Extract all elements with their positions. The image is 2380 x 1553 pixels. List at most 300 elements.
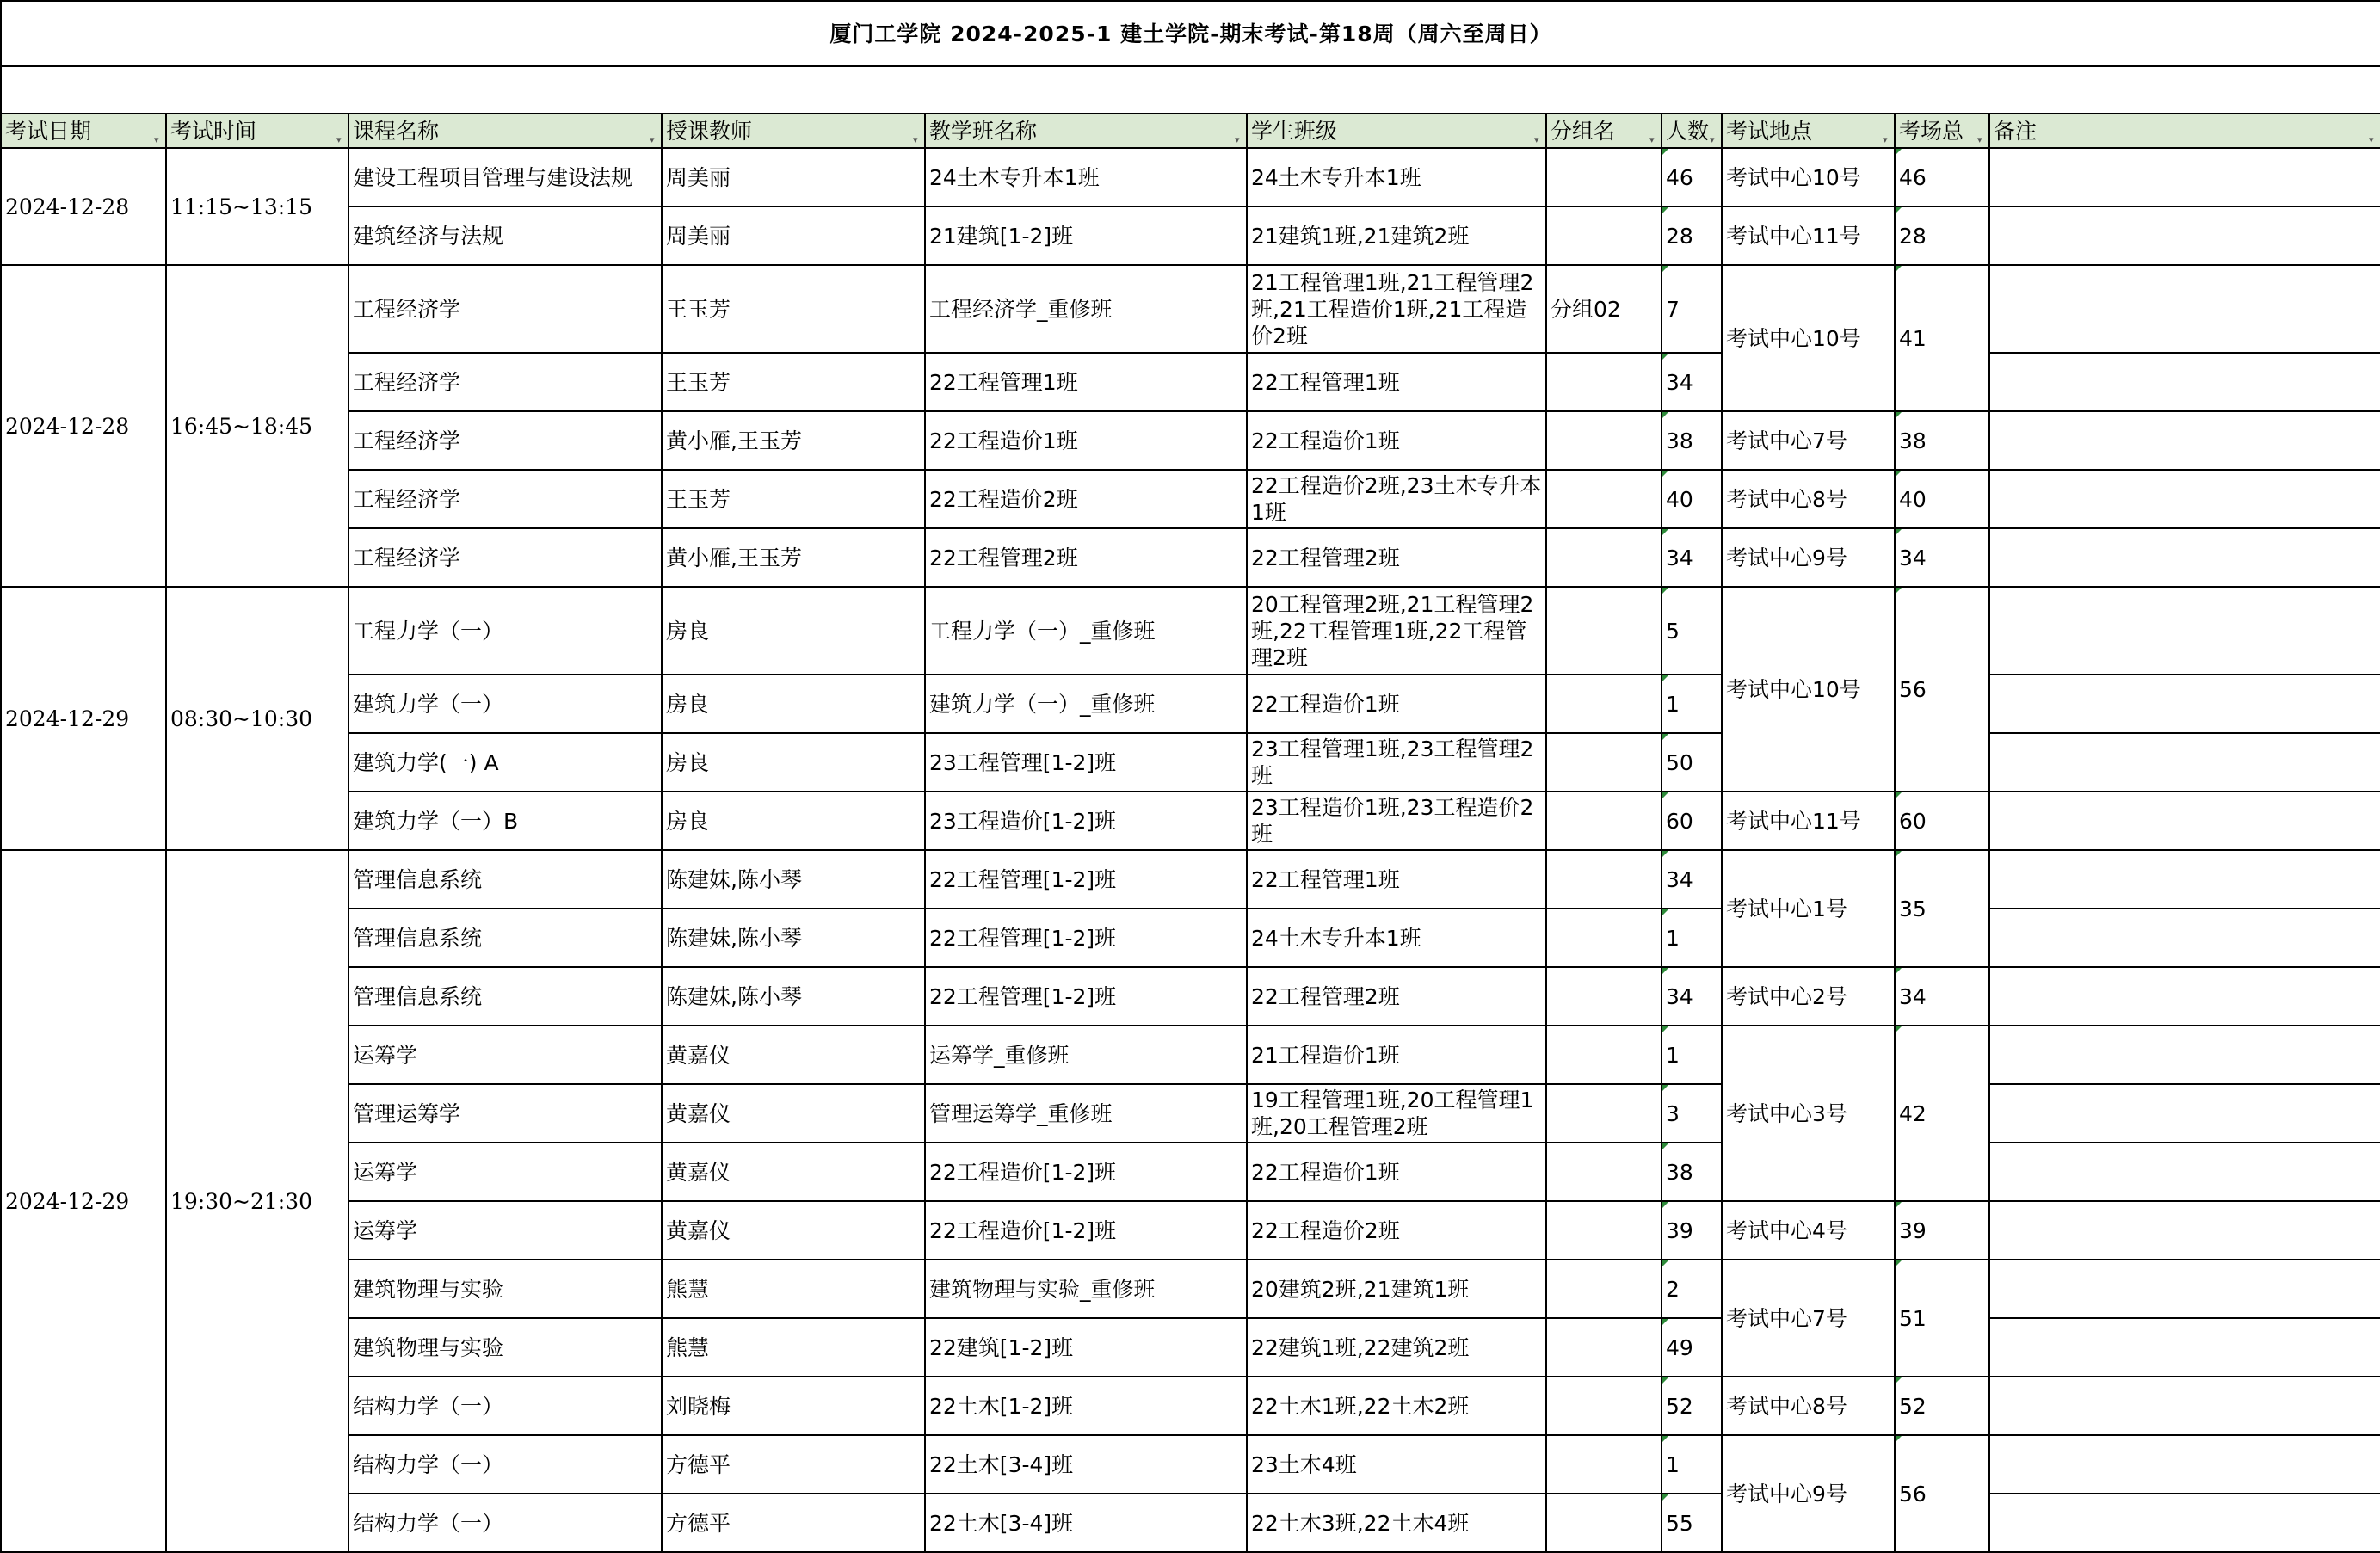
group-name-cell[interactable]	[1546, 1377, 1662, 1435]
number-as-text-indicator-icon	[1662, 1377, 1668, 1384]
course-name-cell[interactable]: 工程力学（一）	[348, 587, 662, 675]
table-row	[1, 528, 2380, 587]
room-total-value: 34	[1899, 983, 1927, 1009]
notes-cell[interactable]	[1989, 206, 2380, 265]
number-as-text-indicator-icon	[1662, 734, 1668, 740]
location-cell[interactable]: 考试中心7号	[1722, 411, 1895, 470]
location-cell[interactable]: 考试中心10号	[1722, 148, 1895, 206]
student-count-value: 34	[1666, 545, 1693, 570]
course-name-cell[interactable]: 管理信息系统	[348, 909, 662, 967]
number-as-text-indicator-icon	[1896, 1436, 1902, 1442]
student-count-value: 38	[1666, 1159, 1693, 1185]
number-as-text-indicator-icon	[1662, 207, 1668, 213]
course-name-cell[interactable]: 建筑力学(一) A	[348, 733, 662, 792]
teacher-cell[interactable]: 房良	[662, 733, 925, 792]
notes-cell[interactable]	[1989, 1143, 2380, 1201]
room-total-value: 51	[1899, 1305, 1927, 1331]
notes-cell[interactable]	[1989, 1201, 2380, 1260]
group-name-cell[interactable]	[1546, 206, 1662, 265]
dropdown-arrow-icon[interactable]: ▾	[1977, 134, 1982, 145]
teaching-class-cell[interactable]: 22土木[3-4]班	[925, 1435, 1247, 1494]
student-class-cell[interactable]: 24土木专升本1班	[1247, 909, 1546, 967]
teacher-cell[interactable]: 周美丽	[662, 206, 925, 265]
group-name-cell[interactable]	[1546, 1143, 1662, 1201]
teacher-cell[interactable]: 黄小雁,王玉芳	[662, 411, 925, 470]
location-cell[interactable]: 考试中心7号	[1722, 1260, 1895, 1377]
number-as-text-indicator-icon	[1662, 675, 1668, 681]
number-as-text-indicator-icon	[1662, 471, 1668, 477]
number-as-text-indicator-icon	[1662, 909, 1668, 915]
group-name-cell[interactable]	[1546, 1201, 1662, 1260]
group-name-cell[interactable]	[1546, 675, 1662, 733]
room-total-cell[interactable]	[1895, 587, 1989, 792]
exam-time-cell[interactable]: 19:30~21:30	[166, 850, 348, 1552]
teaching-class-cell[interactable]: 22工程造价1班	[925, 411, 1247, 470]
table-row	[1, 1494, 2380, 1552]
dropdown-arrow-icon[interactable]: ▾	[913, 134, 918, 145]
number-as-text-indicator-icon	[1662, 588, 1668, 594]
notes-cell[interactable]	[1989, 1435, 2380, 1494]
room-total-value: 42	[1899, 1100, 1927, 1126]
notes-cell[interactable]	[1989, 1260, 2380, 1318]
room-total-cell[interactable]	[1895, 470, 1989, 528]
number-as-text-indicator-icon	[1896, 851, 1902, 857]
group-name-cell[interactable]	[1546, 528, 1662, 587]
location-cell[interactable]: 考试中心1号	[1722, 850, 1895, 967]
teacher-cell[interactable]: 王玉芳	[662, 353, 925, 411]
student-count-cell[interactable]	[1662, 470, 1722, 528]
dropdown-arrow-icon[interactable]: ▾	[154, 134, 159, 145]
student-class-cell[interactable]: 24土木专升本1班	[1247, 148, 1546, 206]
group-name-cell[interactable]	[1546, 792, 1662, 850]
student-class-cell[interactable]: 22工程造价1班	[1247, 411, 1546, 470]
group-name-cell[interactable]	[1546, 1494, 1662, 1552]
header-exam-date[interactable]: 考试日期 ▾	[1, 114, 166, 148]
location-cell[interactable]: 考试中心10号	[1722, 587, 1895, 792]
room-total-cell[interactable]	[1895, 1201, 1989, 1260]
teacher-cell[interactable]: 陈建妹,陈小琴	[662, 850, 925, 909]
student-count-cell[interactable]	[1662, 1143, 1722, 1201]
student-count-cell[interactable]	[1662, 1318, 1722, 1377]
dropdown-arrow-icon[interactable]: ▾	[1649, 134, 1655, 145]
teacher-cell[interactable]: 周美丽	[662, 148, 925, 206]
student-class-cell[interactable]: 22工程管理1班	[1247, 353, 1546, 411]
teacher-cell[interactable]: 方德平	[662, 1494, 925, 1552]
room-total-cell[interactable]	[1895, 1377, 1989, 1435]
student-count-value: 1	[1666, 925, 1680, 951]
student-class-cell[interactable]: 23工程管理1班,23工程管理2班	[1247, 733, 1546, 792]
student-class-cell[interactable]: 20工程管理2班,21工程管理2班,22工程管理1班,22工程管理2班	[1247, 587, 1546, 675]
course-name-cell[interactable]: 建筑物理与实验	[348, 1260, 662, 1318]
number-as-text-indicator-icon	[1662, 1436, 1668, 1442]
course-name-cell[interactable]: 运筹学	[348, 1143, 662, 1201]
room-total-cell[interactable]	[1895, 265, 1989, 411]
table-row	[1, 1318, 2380, 1377]
notes-cell[interactable]	[1989, 587, 2380, 675]
table-row	[1, 148, 2380, 206]
student-count-cell[interactable]	[1662, 411, 1722, 470]
number-as-text-indicator-icon	[1662, 1319, 1668, 1325]
course-name-cell[interactable]: 结构力学（一）	[348, 1494, 662, 1552]
student-class-cell[interactable]: 23工程造价1班,23工程造价2班	[1247, 792, 1546, 850]
header-group-name[interactable]: 分组名 ▾	[1546, 114, 1662, 148]
notes-cell[interactable]	[1989, 733, 2380, 792]
number-as-text-indicator-icon	[1662, 149, 1668, 155]
student-count-value: 1	[1666, 691, 1680, 717]
student-class-cell[interactable]: 21工程造价1班	[1247, 1026, 1546, 1084]
location-cell[interactable]: 考试中心8号	[1722, 1377, 1895, 1435]
exam-time-cell[interactable]: 11:15~13:15	[166, 148, 348, 265]
student-count-cell[interactable]	[1662, 733, 1722, 792]
teaching-class-cell[interactable]: 22工程管理[1-2]班	[925, 909, 1247, 967]
number-as-text-indicator-icon	[1662, 266, 1668, 272]
student-count-cell[interactable]	[1662, 265, 1722, 353]
notes-cell[interactable]	[1989, 1026, 2380, 1084]
student-count-value: 28	[1666, 223, 1693, 249]
teacher-cell[interactable]: 房良	[662, 587, 925, 675]
location-cell[interactable]: 考试中心8号	[1722, 470, 1895, 528]
student-count-cell[interactable]	[1662, 850, 1722, 909]
group-name-cell[interactable]	[1546, 470, 1662, 528]
table-row	[1, 470, 2380, 528]
course-name-cell[interactable]: 管理信息系统	[348, 967, 662, 1026]
teacher-cell[interactable]: 陈建妹,陈小琴	[662, 967, 925, 1026]
course-name-cell[interactable]: 建筑经济与法规	[348, 206, 662, 265]
number-as-text-indicator-icon	[1662, 1143, 1668, 1149]
student-count-value: 1	[1666, 1042, 1680, 1068]
course-name-cell[interactable]: 管理运筹学	[348, 1084, 662, 1143]
table-row	[1, 675, 2380, 733]
notes-cell[interactable]	[1989, 1494, 2380, 1552]
teaching-class-cell[interactable]: 24土木专升本1班	[925, 148, 1247, 206]
room-total-value: 39	[1899, 1217, 1927, 1243]
teacher-cell[interactable]: 黄嘉仪	[662, 1201, 925, 1260]
course-name-cell[interactable]: 运筹学	[348, 1201, 662, 1260]
notes-cell[interactable]	[1989, 1084, 2380, 1143]
student-class-cell[interactable]: 22工程造价1班	[1247, 1143, 1546, 1201]
number-as-text-indicator-icon	[1662, 1260, 1668, 1266]
teacher-cell[interactable]: 黄小雁,王玉芳	[662, 528, 925, 587]
student-count-cell[interactable]	[1662, 967, 1722, 1026]
course-name-cell[interactable]: 工程经济学	[348, 265, 662, 353]
teacher-cell[interactable]: 王玉芳	[662, 470, 925, 528]
room-total-cell[interactable]	[1895, 967, 1989, 1026]
teacher-cell[interactable]: 熊慧	[662, 1260, 925, 1318]
table-row	[1, 411, 2380, 470]
dropdown-arrow-icon[interactable]: ▾	[1534, 134, 1539, 145]
dropdown-arrow-icon[interactable]: ▾	[2369, 134, 2374, 145]
group-name-cell[interactable]	[1546, 1026, 1662, 1084]
room-total-cell[interactable]	[1895, 206, 1989, 265]
notes-cell[interactable]	[1989, 792, 2380, 850]
teaching-class-cell[interactable]: 22建筑[1-2]班	[925, 1318, 1247, 1377]
table-row	[1, 850, 2380, 909]
room-total-cell[interactable]	[1895, 792, 1989, 850]
student-class-cell[interactable]: 21建筑1班,21建筑2班	[1247, 206, 1546, 265]
course-name-cell[interactable]: 工程经济学	[348, 353, 662, 411]
notes-cell[interactable]	[1989, 148, 2380, 206]
student-count-cell[interactable]	[1662, 148, 1722, 206]
student-class-cell[interactable]: 22建筑1班,22建筑2班	[1247, 1318, 1546, 1377]
student-class-cell[interactable]: 22工程管理2班	[1247, 967, 1546, 1026]
course-name-cell[interactable]: 工程经济学	[348, 411, 662, 470]
teacher-cell[interactable]: 方德平	[662, 1435, 925, 1494]
student-class-cell[interactable]: 22土木3班,22土木4班	[1247, 1494, 1546, 1552]
room-total-cell[interactable]	[1895, 850, 1989, 967]
teaching-class-cell[interactable]: 22工程管理[1-2]班	[925, 850, 1247, 909]
student-count-cell[interactable]	[1662, 1026, 1722, 1084]
teaching-class-cell[interactable]: 23工程造价[1-2]班	[925, 792, 1247, 850]
teacher-cell[interactable]: 王玉芳	[662, 265, 925, 353]
exam-time-cell[interactable]: 08:30~10:30	[166, 587, 348, 850]
group-name-cell[interactable]	[1546, 1260, 1662, 1318]
number-as-text-indicator-icon	[1662, 851, 1668, 857]
table-row	[1, 1201, 2380, 1260]
dropdown-arrow-icon[interactable]: ▾	[1235, 134, 1240, 145]
student-count-value: 1	[1666, 1451, 1680, 1477]
student-class-cell[interactable]: 22工程造价2班	[1247, 1201, 1546, 1260]
teaching-class-cell[interactable]: 工程力学（一）_重修班	[925, 587, 1247, 675]
course-name-cell[interactable]: 管理信息系统	[348, 850, 662, 909]
room-total-value: 56	[1899, 1481, 1927, 1507]
notes-cell[interactable]	[1989, 470, 2380, 528]
student-class-cell[interactable]: 22工程造价1班	[1247, 675, 1546, 733]
student-count-value: 60	[1666, 808, 1693, 834]
header-teacher[interactable]: 授课教师 ▾	[662, 114, 925, 148]
table-row	[1, 1026, 2380, 1084]
dropdown-arrow-icon[interactable]: ▾	[650, 134, 655, 145]
student-count-cell[interactable]	[1662, 1377, 1722, 1435]
number-as-text-indicator-icon	[1896, 1260, 1902, 1266]
number-as-text-indicator-icon	[1896, 792, 1902, 798]
room-total-cell[interactable]	[1895, 411, 1989, 470]
teaching-class-cell[interactable]: 建筑物理与实验_重修班	[925, 1260, 1247, 1318]
header-student-class[interactable]: 学生班级 ▾	[1247, 114, 1546, 148]
room-total-cell[interactable]	[1895, 528, 1989, 587]
teaching-class-cell[interactable]: 管理运筹学_重修班	[925, 1084, 1247, 1143]
location-cell[interactable]: 考试中心3号	[1722, 1026, 1895, 1201]
location-cell[interactable]: 考试中心2号	[1722, 967, 1895, 1026]
location-cell[interactable]: 考试中心11号	[1722, 206, 1895, 265]
location-cell[interactable]: 考试中心9号	[1722, 1435, 1895, 1552]
room-total-value: 56	[1899, 676, 1927, 702]
sheet-title[interactable]: 厦门工学院 2024-2025-1 建土学院-期末考试-第18周（周六至周日）	[1, 1, 2380, 66]
student-class-cell[interactable]: 23土木4班	[1247, 1435, 1546, 1494]
group-name-cell[interactable]	[1546, 1084, 1662, 1143]
teaching-class-cell[interactable]: 工程经济学_重修班	[925, 265, 1247, 353]
header-exam-time[interactable]: 考试时间 ▾	[166, 114, 348, 148]
table-row	[1, 1084, 2380, 1143]
student-count-cell[interactable]	[1662, 353, 1722, 411]
teaching-class-cell[interactable]: 22工程管理2班	[925, 528, 1247, 587]
teacher-cell[interactable]: 陈建妹,陈小琴	[662, 909, 925, 967]
teaching-class-cell[interactable]: 22工程造价[1-2]班	[925, 1201, 1247, 1260]
header-course-name[interactable]: 课程名称 ▾	[348, 114, 662, 148]
student-class-cell[interactable]: 21工程管理1班,21工程管理2班,21工程造价1班,21工程造价2班	[1247, 265, 1546, 353]
dropdown-arrow-icon[interactable]: ▾	[1883, 134, 1888, 145]
dropdown-arrow-icon[interactable]: ▾	[1710, 134, 1715, 145]
student-count-value: 2	[1666, 1276, 1680, 1302]
number-as-text-indicator-icon	[1662, 1494, 1668, 1501]
notes-cell[interactable]	[1989, 1377, 2380, 1435]
student-count-cell[interactable]	[1662, 1494, 1722, 1552]
location-cell[interactable]: 考试中心10号	[1722, 265, 1895, 411]
notes-cell[interactable]	[1989, 850, 2380, 909]
exam-date-cell[interactable]: 2024-12-29	[1, 587, 166, 850]
teaching-class-cell[interactable]: 22工程管理[1-2]班	[925, 967, 1247, 1026]
notes-cell[interactable]	[1989, 675, 2380, 733]
number-as-text-indicator-icon	[1896, 968, 1902, 974]
teacher-cell[interactable]: 黄嘉仪	[662, 1143, 925, 1201]
room-total-value: 41	[1899, 325, 1927, 351]
student-class-cell[interactable]: 22工程管理2班	[1247, 528, 1546, 587]
number-as-text-indicator-icon	[1662, 1026, 1668, 1032]
number-as-text-indicator-icon	[1662, 1202, 1668, 1208]
course-name-cell[interactable]: 建筑力学（一）	[348, 675, 662, 733]
course-name-cell[interactable]: 建筑力学（一）B	[348, 792, 662, 850]
table-row	[1, 1143, 2380, 1201]
group-name-cell[interactable]	[1546, 411, 1662, 470]
notes-cell[interactable]	[1989, 265, 2380, 353]
group-name-cell[interactable]	[1546, 587, 1662, 675]
room-total-cell[interactable]	[1895, 1260, 1989, 1377]
teaching-class-cell[interactable]: 22土木[3-4]班	[925, 1494, 1247, 1552]
teacher-cell[interactable]: 房良	[662, 792, 925, 850]
exam-time-cell[interactable]: 16:45~18:45	[166, 265, 348, 587]
room-total-cell[interactable]	[1895, 148, 1989, 206]
notes-cell[interactable]	[1989, 967, 2380, 1026]
location-cell[interactable]: 考试中心9号	[1722, 528, 1895, 587]
student-count-value: 40	[1666, 486, 1693, 512]
teaching-class-cell[interactable]: 建筑力学（一）_重修班	[925, 675, 1247, 733]
teacher-cell[interactable]: 熊慧	[662, 1318, 925, 1377]
room-total-cell[interactable]	[1895, 1026, 1989, 1201]
student-count-cell[interactable]	[1662, 1260, 1722, 1318]
table-row	[1, 353, 2380, 411]
teaching-class-cell[interactable]: 23工程管理[1-2]班	[925, 733, 1247, 792]
student-class-cell[interactable]: 19工程管理1班,20工程管理1班,20工程管理2班	[1247, 1084, 1546, 1143]
course-name-cell[interactable]: 结构力学（一）	[348, 1435, 662, 1494]
table-row	[1, 733, 2380, 792]
student-count-cell[interactable]	[1662, 1201, 1722, 1260]
table-row	[1, 1377, 2380, 1435]
header-teaching-class[interactable]: 教学班名称 ▾	[925, 114, 1247, 148]
course-name-cell[interactable]: 工程经济学	[348, 470, 662, 528]
header-count[interactable]: 人数 ▾	[1662, 114, 1722, 148]
header-location[interactable]: 考试地点 ▾	[1722, 114, 1895, 148]
course-name-cell[interactable]: 结构力学（一）	[348, 1377, 662, 1435]
student-count-cell[interactable]	[1662, 528, 1722, 587]
number-as-text-indicator-icon	[1896, 266, 1902, 272]
group-name-cell[interactable]	[1546, 353, 1662, 411]
group-name-cell[interactable]	[1546, 148, 1662, 206]
number-as-text-indicator-icon	[1662, 412, 1668, 418]
teaching-class-cell[interactable]: 22工程造价[1-2]班	[925, 1143, 1247, 1201]
table-row	[1, 587, 2380, 675]
student-count-cell[interactable]	[1662, 909, 1722, 967]
teaching-class-cell[interactable]: 21建筑[1-2]班	[925, 206, 1247, 265]
group-name-cell[interactable]	[1546, 733, 1662, 792]
student-class-cell[interactable]: 22工程管理1班	[1247, 850, 1546, 909]
group-name-cell[interactable]	[1546, 1318, 1662, 1377]
teacher-cell[interactable]: 房良	[662, 675, 925, 733]
student-count-value: 3	[1666, 1100, 1680, 1126]
student-count-cell[interactable]	[1662, 675, 1722, 733]
course-name-cell[interactable]: 建筑物理与实验	[348, 1318, 662, 1377]
teaching-class-cell[interactable]: 22工程管理1班	[925, 353, 1247, 411]
student-class-cell[interactable]: 22工程造价2班,23土木专升本1班	[1247, 470, 1546, 528]
number-as-text-indicator-icon	[1896, 1026, 1902, 1032]
student-class-cell[interactable]: 20建筑2班,21建筑1班	[1247, 1260, 1546, 1318]
student-count-value: 38	[1666, 428, 1693, 453]
room-total-cell[interactable]	[1895, 1435, 1989, 1552]
student-count-cell[interactable]	[1662, 1435, 1722, 1494]
student-count-cell[interactable]	[1662, 1084, 1722, 1143]
table-row	[1, 1260, 2380, 1318]
teaching-class-cell[interactable]: 22土木[1-2]班	[925, 1377, 1247, 1435]
notes-cell[interactable]	[1989, 353, 2380, 411]
teacher-cell[interactable]: 刘晓梅	[662, 1377, 925, 1435]
group-name-cell[interactable]: 分组02	[1546, 265, 1662, 353]
student-count-value: 34	[1666, 983, 1693, 1009]
exam-date-cell[interactable]: 2024-12-28	[1, 265, 166, 587]
teaching-class-cell[interactable]: 运筹学_重修班	[925, 1026, 1247, 1084]
blank-row[interactable]	[1, 66, 2380, 114]
group-name-cell[interactable]	[1546, 850, 1662, 909]
number-as-text-indicator-icon	[1662, 968, 1668, 974]
student-count-cell[interactable]	[1662, 206, 1722, 265]
room-total-value: 38	[1899, 428, 1927, 453]
student-count-value: 50	[1666, 749, 1693, 775]
group-name-cell[interactable]	[1546, 1435, 1662, 1494]
header-room-total[interactable]: 考场总 ▾	[1895, 114, 1989, 148]
table-row	[1, 967, 2380, 1026]
course-name-cell[interactable]: 工程经济学	[348, 528, 662, 587]
course-name-cell[interactable]: 运筹学	[348, 1026, 662, 1084]
notes-cell[interactable]	[1989, 528, 2380, 587]
number-as-text-indicator-icon	[1662, 529, 1668, 535]
group-name-cell[interactable]	[1546, 909, 1662, 967]
exam-date-cell[interactable]: 2024-12-29	[1, 850, 166, 1552]
notes-cell[interactable]	[1989, 1318, 2380, 1377]
table-row	[1, 206, 2380, 265]
teacher-cell[interactable]: 黄嘉仪	[662, 1026, 925, 1084]
student-class-cell[interactable]: 22土木1班,22土木2班	[1247, 1377, 1546, 1435]
notes-cell[interactable]	[1989, 909, 2380, 967]
teacher-cell[interactable]: 黄嘉仪	[662, 1084, 925, 1143]
student-count-value: 5	[1666, 618, 1680, 644]
number-as-text-indicator-icon	[1662, 354, 1668, 360]
teaching-class-cell[interactable]: 22工程造价2班	[925, 470, 1247, 528]
dropdown-arrow-icon[interactable]: ▾	[336, 134, 342, 145]
room-total-value: 35	[1899, 896, 1927, 921]
student-count-cell[interactable]	[1662, 587, 1722, 675]
student-count-cell[interactable]	[1662, 792, 1722, 850]
table-row	[1, 792, 2380, 850]
location-cell[interactable]: 考试中心11号	[1722, 792, 1895, 850]
number-as-text-indicator-icon	[1896, 471, 1902, 477]
course-name-cell[interactable]: 建设工程项目管理与建设法规	[348, 148, 662, 206]
header-row	[1, 114, 2380, 148]
room-total-value: 34	[1899, 545, 1927, 570]
header-notes[interactable]: 备注 ▾	[1989, 114, 2380, 148]
notes-cell[interactable]	[1989, 411, 2380, 470]
exam-date-cell[interactable]: 2024-12-28	[1, 148, 166, 265]
number-as-text-indicator-icon	[1896, 207, 1902, 213]
number-as-text-indicator-icon	[1662, 1085, 1668, 1091]
group-name-cell[interactable]	[1546, 967, 1662, 1026]
location-cell[interactable]: 考试中心4号	[1722, 1201, 1895, 1260]
